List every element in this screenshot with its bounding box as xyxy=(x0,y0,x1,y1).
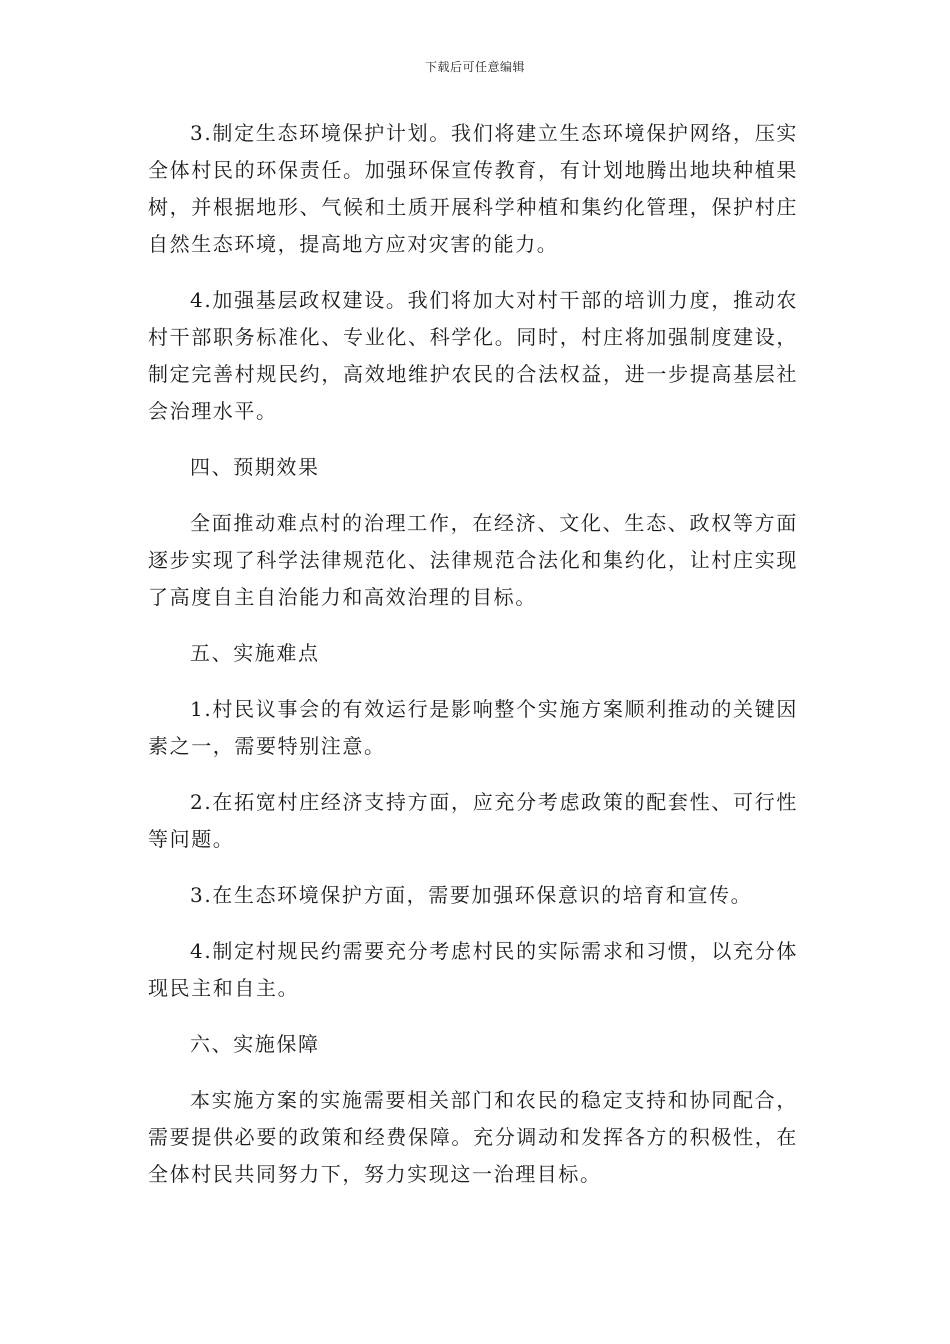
paragraph-guarantees: 本实施方案的实施需要相关部门和农民的稳定支持和协同配合，需要提供必要的政策和经费保障。充分调动和发挥各方的积极性，在全体村民共同努力下，努力实现这一治理目标。 xyxy=(148,1088,798,1186)
paragraph-governance-building: 4.加强基层政权建设。我们将加大对村干部的培训力度，推动农村干部职务标准化、专业化、科学化。同时，村庄将加强制度建设，制定完善村规民约，高效地维护农民的合法权益，进一步提高基层社会治理水平。 xyxy=(148,288,798,423)
section-heading-expected-effects: 四、预期效果 xyxy=(190,455,320,479)
section-heading-difficulties: 五、实施难点 xyxy=(190,641,320,665)
document-body xyxy=(148,115,798,1212)
section-heading-guarantees: 六、实施保障 xyxy=(190,1032,320,1056)
paragraph-difficulty-2: 2.在拓宽村庄经济支持方面，应充分考虑政策的配套性、可行性等问题。 xyxy=(148,790,798,851)
paragraph-ecology-plan: 3.制定生态环境保护计划。我们将建立生态环境保护网络，压实全体村民的环保责任。加强环保宣传教育，有计划地腾出地块种植果树，并根据地形、气候和土质开展科学种植和集约化管理，保护村庄自然生态环境，提高地方应对灾害的能力。 xyxy=(148,121,798,256)
paragraph-expected-effects: 全面推动难点村的治理工作，在经济、文化、生态、政权等方面逐步实现了科学法律规范化、法律规范合法化和集约化，让村庄实现了高度自主自治能力和高效治理的目标。 xyxy=(148,511,798,609)
paragraph-difficulty-4: 4.制定村规民约需要充分考虑村民的实际需求和习惯，以充分体现民主和自主。 xyxy=(148,939,798,1000)
paragraph-difficulty-1: 1.村民议事会的有效运行是影响整个实施方案顺利推动的关键因素之一，需要特别注意。 xyxy=(148,697,798,758)
paragraph-difficulty-3: 3.在生态环境保护方面，需要加强环保意识的培育和宣传。 xyxy=(190,883,753,907)
header-note: 下载后可任意编辑 xyxy=(424,60,525,74)
